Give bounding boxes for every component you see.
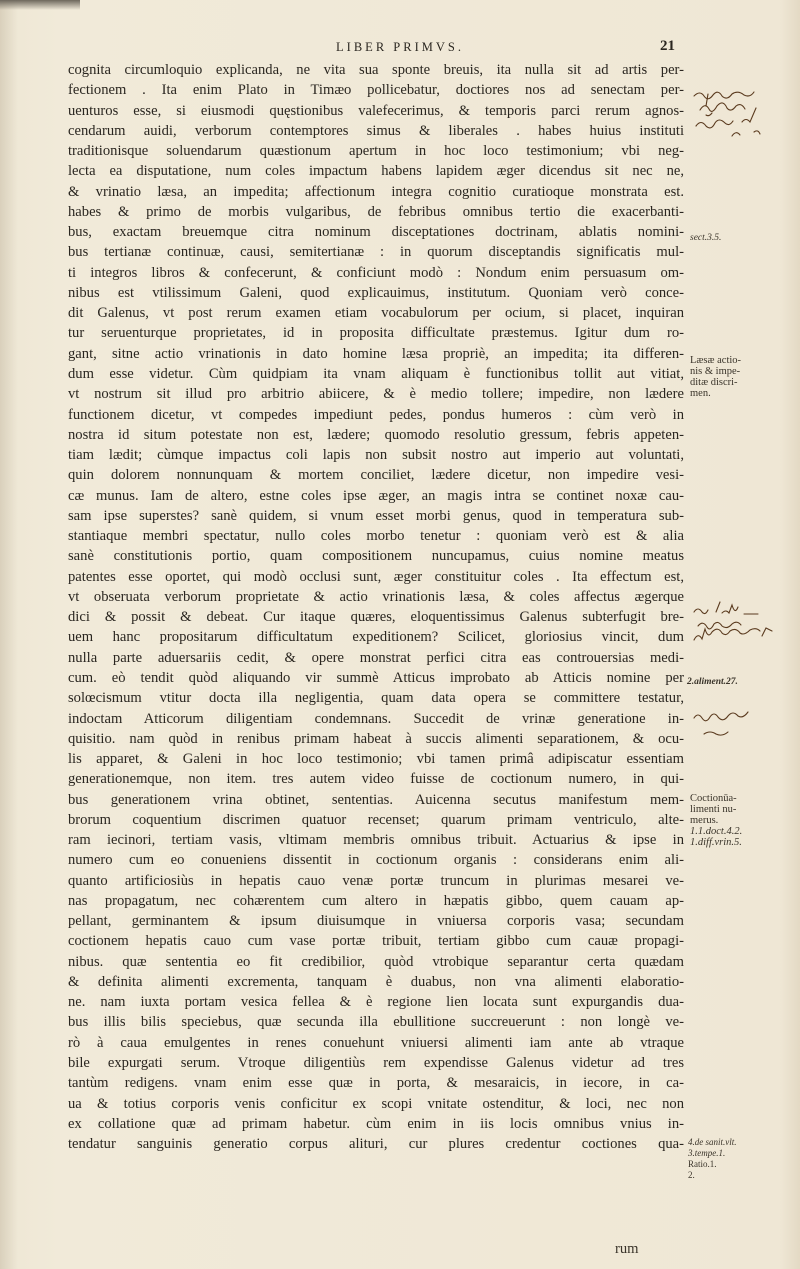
- text-line: quisitio. nam quòd in renibus primam habeat à succis alimenti separationem, & ocu-: [68, 730, 684, 747]
- text-line: vt nostrum sit illud pro arbitrio abiicere, & è medio tollere; impedire, non lædere: [68, 386, 684, 403]
- text-line: dum esse videtur. Cùm quidpiam ita vnam aliquam è functionibus tollit aut vitiat,: [68, 365, 684, 382]
- text-line: gant, sitne actio vrinationis in dato homine læsa propriè, an impedita; ita differen-: [68, 345, 684, 362]
- catchword: rum: [615, 1241, 639, 1257]
- handwritten-annotation-3: [690, 690, 760, 738]
- text-line: & vrinatio læsa, an impedita; affectionum integra cognitio curatioque monstrata est.: [68, 183, 684, 200]
- text-line: nibus est vtilissimum Galeni, quod explicauimus, institutum. Quoniam verò conce-: [68, 284, 684, 301]
- text-line: cum. eò tendit quòd aliquando vir summè Atticus improbato ab Atticis nomine per: [68, 669, 684, 686]
- text-line: lecta ea disputatione, num coles impactum habens lapidem æger dicendus sit nec ne,: [68, 163, 684, 180]
- text-line: pellant, germinantem & ipsum diuisumque in vniuersa corporis vasa; secundam: [68, 913, 684, 930]
- text-line: ua & totius corporis venis conficitur ex scopi vnitate ostenditur, & loci, nec non: [68, 1095, 684, 1112]
- text-line: sanè constitutionis portio, quam compositionem nuncupamus, cuius nomine meatus: [68, 548, 684, 565]
- text-line: tur seruenturque proprietates, id in proposita difficultate præstemus. Igitur dum ro-: [68, 325, 684, 342]
- text-line: cæ munus. Iam de altero, estne coles ipse æger, an magis intra se continet noxæ cau-: [68, 487, 684, 504]
- text-line: dit Galenus, vt post rerum examen etiam vocabulorum per ocium, si placet, inquiran: [68, 305, 684, 322]
- text-line: tendatur sanguinis generatio corpus aliturі, cur plures credentur coctiones qua-: [68, 1136, 684, 1153]
- text-line: bus generationem vrina obtinet, sententias. Auicenna secutus manifestum mem-: [68, 791, 684, 808]
- text-line: cognita circumloquio explicanda, ne vita sua sponte breuis, ita nulla sit ad artis per-: [68, 62, 684, 78]
- text-line: stantiaque membri spectatur, nullo coles morbo tenetur : quoniam verò est & alia: [68, 528, 684, 545]
- text-line: cendarum auidi, verborum contemptores simus & liberales . habes huius instituti: [68, 122, 684, 139]
- text-line: nulla parte aduersariis cedit, & opere monstrat perfici citra eas controuersias medi-: [68, 649, 684, 666]
- text-line: traditionisque soluendarum quæstionum apertum in hoc loco testimonium; vbi neg-: [68, 143, 684, 160]
- text-line: uem hanc propositarum difficultatum expeditionem? Scilicet, gloriosius vincit, dum: [68, 629, 684, 646]
- page-number: 21: [660, 38, 675, 54]
- text-line: sam ipse superstes? sanè quidem, si vnum esset morbi genus, quod in temperatura sub-: [68, 507, 684, 524]
- text-line: ti integros libros & confecerunt, & conficiunt modò : Nondum enim persuasum om-: [68, 264, 684, 281]
- text-line: patentes esse oportet, qui modò occlusi sunt, æger constituitur coles . Ita effectum est,: [68, 568, 684, 585]
- text-line: ex collatione quæ ad primam habetur. cùm enim in iis locis omnibus vnius in-: [68, 1115, 684, 1132]
- running-head: LIBER PRIMVS.: [336, 40, 464, 54]
- text-line: rò à caua emulgentes in renes conuehunt vniuersi alimenti iam ante ab vtraque: [68, 1034, 684, 1051]
- margin-note-coctionum: Coctionūa- limenti nu- merus. 1.1.doct.4.2. 1.diff.vrin.5.: [690, 793, 743, 848]
- handwritten-annotation-1: [692, 86, 772, 156]
- text-line: nas propagatum, nec cohærentem cum altero in hæpatis gibbo, quem cauam ap-: [68, 892, 684, 909]
- margin-note-laesae: Læsæ actio- nis & impe- ditæ discri- men.: [690, 355, 742, 399]
- text-line: tantùm redigens. vnam enim esse quæ in porta, & mesaraicis, in iecore, in ca-: [68, 1075, 684, 1092]
- text-line: ne. nam iuxta portam vesica fellea & è regione lien locata sunt expurgandis dua-: [68, 994, 684, 1011]
- text-line: tiam lædit; cùmque impactus coli lapis non subsit nostro aut imperio aut voluntati,: [68, 447, 684, 464]
- text-line: nibus. quæ sententia eo fit credibilior, quòd vtrobique separantur certa quædam: [68, 953, 684, 970]
- margin-note-aliment: 2.aliment.27.: [687, 677, 738, 687]
- text-line: bus illis bilis speciebus, quæ secunda illa ebullitione succreuerunt : non longè ve-: [68, 1014, 684, 1031]
- text-line: quanto artificiosiùs in hepatis cauo venæ portæ truncum in plurimas mesarei ve-: [68, 872, 684, 889]
- binding-shadow: [0, 0, 80, 10]
- margin-note-sect: sect.3.5.: [690, 233, 722, 243]
- margin-note-sanit: 4.de sanit.vlt. 3.tempe.1. Ratio.1. 2.: [688, 1137, 737, 1180]
- text-line: bus tertianæ continuæ, causi, semitertianæ : in quorum disceptandis significatis mul-: [68, 244, 684, 261]
- body-text: [68, 60, 684, 1154]
- text-line: generationemque, non item. tres autem video fuisse de coctionum numero, in qui-: [68, 771, 684, 788]
- text-line: coctionem hepatis cauo cum vase portæ tribuit, tertiam gibbo cum cauæ propagi-: [68, 933, 684, 950]
- text-line: & definita alimenti excrementa, tanquam è duabus, non vna alimenti elaboratio-: [68, 973, 684, 990]
- text-line: fectionem . Ita enim Plato in Timæo pollicebatur, doctiores nos ad senectam per-: [68, 82, 684, 99]
- text-line: bus, exactam breuemque citra nominum disceptationes doctrinam, ablatis nomini-: [68, 224, 684, 241]
- text-line: habes & primo de morbis vulgaribus, de febribus omnibus tertio die exacerbanti-: [68, 203, 684, 220]
- text-line: ram iecinori, tertiam vasis, vltimam membris omnibus tribuit. Actuarius & ipse in: [68, 832, 684, 849]
- text-line: dici & possit & debeat. Cur itaque quæres, eloquentissimus Galenus subterfugit bre-: [68, 609, 684, 626]
- text-line: quin dolorem nonnunquam & mortem conciliet, lædere dicetur, non impedire vesi-: [68, 467, 684, 484]
- text-line: functionem dicetur, vt compedes impediunt pedes, pondus humeros : cùm verò in: [68, 406, 684, 423]
- text-line: uenturos esse, si eiusmodi quęstionibus valefecerimus, & temporis parci rerum agnos-: [68, 102, 684, 119]
- text-line: lis apparet, & Galeni in hoc loco testimonio; vbi tamen primâ adipiscatur essentiam: [68, 751, 684, 768]
- text-line: solœcismum vtitur docta illa negligentia, quam data opera se committere testatur,: [68, 690, 684, 707]
- text-line: vt obseruata verborum proprietate & actio vrinationis læsa, & coles affectus ægerque: [68, 588, 684, 605]
- text-line: brorum coquentium discrimen quatuor recenset; quarum primam ventriculo, alte-: [68, 811, 684, 828]
- text-line: numero cum eo conueniens dissentit in coctionum organis : considerans enim ali-: [68, 852, 684, 869]
- handwritten-annotation-2: [692, 600, 778, 650]
- text-line: indoctam Atticorum diligentiam condemnans. Succedit de vrinæ generatione in-: [68, 710, 684, 727]
- text-line: nostra id situm potestate non est, lædere; quomodo resolutio gressum, febris appeten-: [68, 426, 684, 443]
- text-line: bile expurgati serum. Vtroque diligentiùs rem expendisse Galenus videtur ad tres: [68, 1055, 684, 1072]
